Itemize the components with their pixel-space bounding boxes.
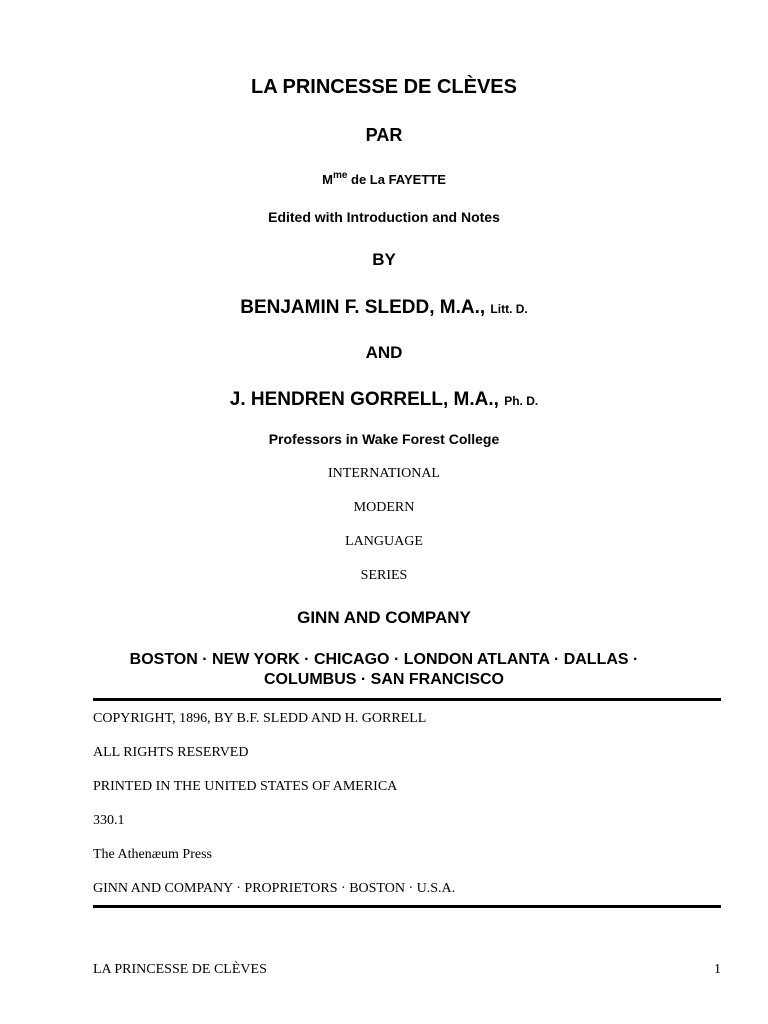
author-name: de La FAYETTE [347,172,446,187]
page-number: 1 [714,962,721,977]
series-line-4: SERIES [360,568,408,583]
divider-bottom [93,905,721,908]
press-line: The Athenæum Press [93,847,212,862]
by-label: BY [372,250,396,269]
author-superscript: me [332,169,348,181]
and-label: AND [365,343,403,362]
edited-line: Edited with Introduction and Notes [268,209,500,225]
par-label: PAR [365,125,403,145]
editor-1 [0,297,768,319]
editor-2-name: J. HENDREN GORRELL, M.A., [229,389,505,410]
footer-running-title: LA PRINCESSE DE CLÈVES [93,962,267,977]
editor-2 [0,389,768,411]
editor-1-degree: Litt. D. [490,302,528,316]
series-line-3: LANGUAGE [345,534,423,549]
catalog-number: 330.1 [93,813,125,828]
editor-1-name: BENJAMIN F. SLEDD, M.A., [240,297,491,318]
proprietors-line: GINN AND COMPANY · PROPRIETORS · BOSTON · U.S.A. [93,881,456,896]
divider-top [93,698,721,701]
printed-line: PRINTED IN THE UNITED STATES OF AMERICA [93,779,398,794]
author-line [0,169,768,187]
author-prefix: M [322,172,333,187]
editor-2-degree: Ph. D. [504,394,539,408]
cities-line-1: BOSTON · NEW YORK · CHICAGO · LONDON ATLANTA · DALLAS · [129,651,639,668]
rights-line: ALL RIGHTS RESERVED [93,745,249,760]
cities-line-2: COLUMBUS · SAN FRANCISCO [264,671,504,688]
publisher: GINN AND COMPANY [297,608,471,627]
series-line-2: MODERN [353,500,415,515]
professors-line: Professors in Wake Forest College [268,431,500,447]
book-title: LA PRINCESSE DE CLÈVES [251,76,517,98]
copyright-line: COPYRIGHT, 1896, BY B.F. SLEDD AND H. GORRELL [93,711,427,726]
series-line-1: INTERNATIONAL [328,466,440,481]
